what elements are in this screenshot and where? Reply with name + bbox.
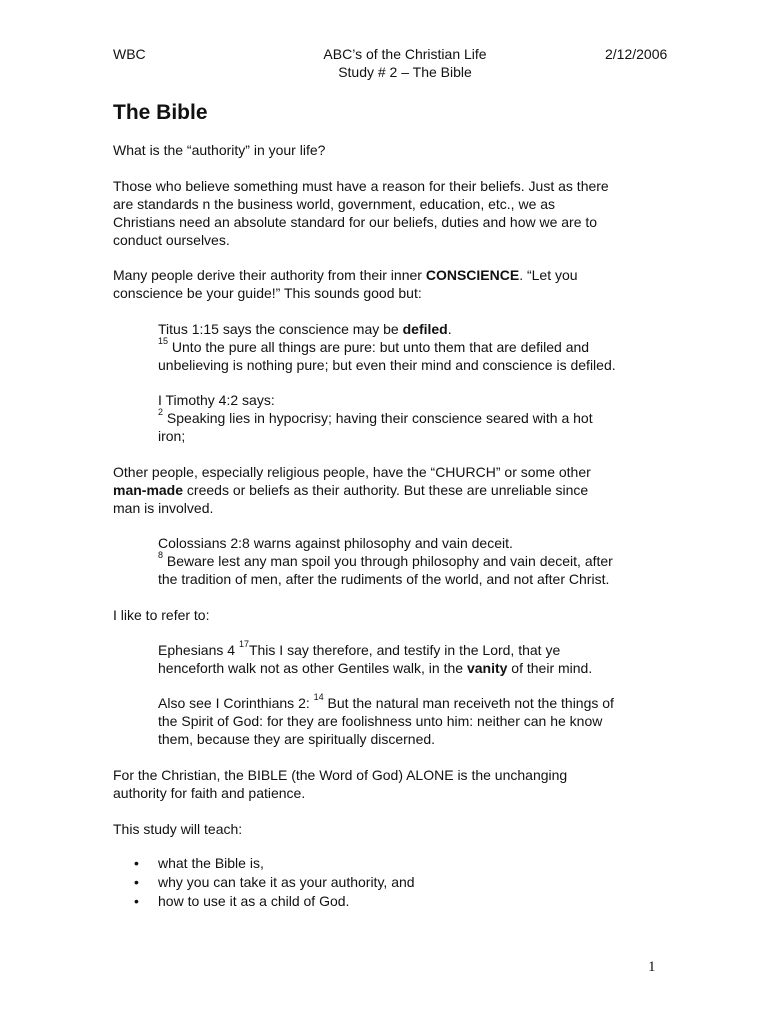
verse-text: the tradition of men, after the rudiments of the world, and not after Christ. [158,571,610,587]
study-topics-list [113,854,415,911]
verse-number: 15 [158,336,169,347]
bullet-icon: • [134,874,139,890]
list-item [113,873,415,892]
header-left: WBC [113,46,146,62]
timothy-ref: I Timothy 4:2 says: [158,392,275,408]
conscience-bold: CONSCIENCE [425,267,520,283]
colossians-ref: Colossians 2:8 warns against philosophy and vain deceit. [158,535,513,551]
verse-text: Beware lest any man spoil you through philosophy and vain deceit, after [163,553,613,569]
ephesians-ref: Ephesians 4 [158,642,239,658]
timothy-quote [158,391,678,445]
list-item [113,854,415,873]
intro-line: Those who believe something must have a reason for their beliefs. Just as there [113,178,609,194]
verse-text: the Spirit of God: for they are foolishness unto him: neither can he know [158,713,603,729]
bullet-icon: • [134,855,139,871]
conscience-paragraph [113,266,673,302]
verse-text: unbelieving is nothing pure; but even their mind and conscience is defiled. [158,357,616,373]
verse-number: 17 [238,639,249,650]
verse-text: henceforth walk not as other Gentiles walk, in the [158,660,467,676]
conscience-text: Many people derive their authority from their inner [113,267,426,283]
verse-number: 8 [158,550,164,561]
intro-line: conduct ourselves. [113,232,230,248]
church-bold: man-made [113,482,184,498]
list-item-text: what the Bible is, [158,855,264,871]
verse-text: Unto the pure all things are pure: but unto them that are defiled and [168,339,590,355]
list-item [113,892,415,911]
intro-paragraph [113,177,673,249]
christian-paragraph [113,766,673,802]
intro-line: are standards n the business world, government, education, etc., we as [113,196,556,212]
header-study-title: Study # 2 – The Bible [338,64,472,80]
verse-number: 2 [158,407,164,418]
verse-text: them, because they are spiritually discerned. [158,731,436,747]
page-number: 1 [648,959,656,975]
church-text: Other people, especially religious people, have the “CHURCH” or some other [113,464,591,480]
verse-text: iron; [158,428,186,444]
intro-line: Christians need an absolute standard for our beliefs, duties and how we are to [113,214,598,230]
conscience-text: conscience be your guide!” This sounds good but: [113,285,422,301]
list-item-text: why you can take it as your authority, and [158,874,415,890]
question-paragraph: What is the “authority” in your life? [113,142,326,158]
colossians-quote [158,534,678,588]
list-item-text: how to use it as a child of God. [158,893,350,909]
titus-ref: . [447,321,452,337]
corinthians-ref: Also see I Corinthians 2: [158,695,314,711]
page-title: The Bible [113,101,208,124]
conscience-text: . “Let you [519,267,578,283]
verse-text: But the natural man receiveth not the things of [323,695,614,711]
study-intro: This study will teach: [113,821,243,837]
verse-number: 14 [313,692,324,703]
christian-text: For the Christian, the BIBLE (the Word of God) ALONE is the unchanging [113,767,568,783]
church-text: creeds or beliefs as their authority. But these are unreliable since [183,482,589,498]
corinthians-quote [158,694,678,748]
refer-paragraph: I like to refer to: [113,607,210,623]
titus-quote [158,320,678,374]
header-course-title: ABC’s of the Christian Life [323,46,487,62]
verse-text: This I say therefore, and testify in the Lord, that ye [248,642,561,658]
church-paragraph [113,463,673,517]
titus-ref-bold: defiled [402,321,448,337]
church-text: man is involved. [113,500,214,516]
verse-bold: vanity [466,660,508,676]
verse-text: of their mind. [507,660,593,676]
titus-ref: Titus 1:15 says the conscience may be [158,321,403,337]
ephesians-quote [158,641,678,677]
bullet-icon: • [134,893,139,909]
header-date: 2/12/2006 [605,46,668,62]
christian-text: authority for faith and patience. [113,785,306,801]
verse-text: Speaking lies in hypocrisy; having their conscience seared with a hot [163,410,593,426]
